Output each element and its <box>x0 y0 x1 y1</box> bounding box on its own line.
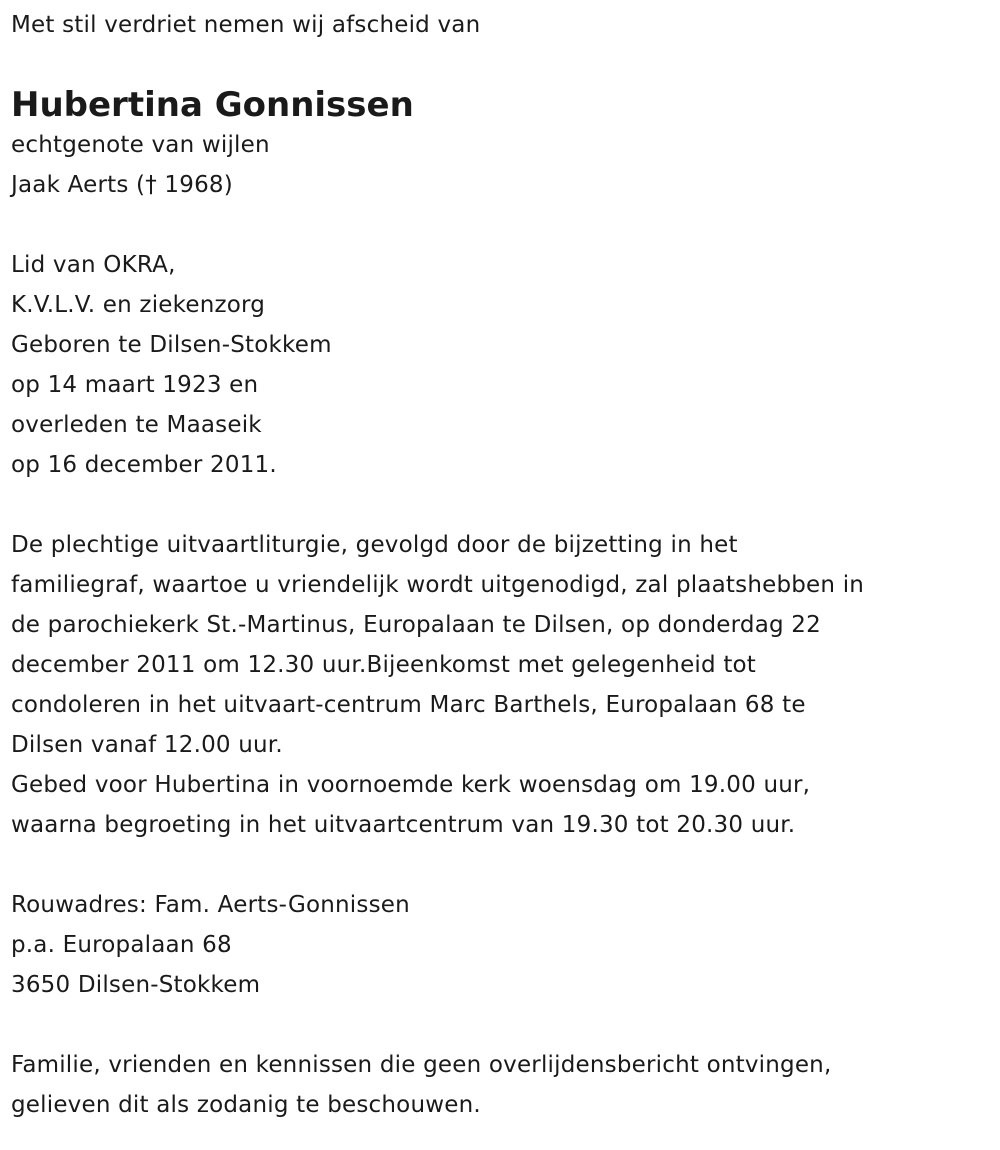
spouse-line: echtgenote van wijlen <box>11 132 270 158</box>
ceremony-line: De plechtige uitvaartliturgie, gevolgd door de bijzetting in het <box>11 532 738 558</box>
spacer <box>11 45 1000 85</box>
closing-line: Familie, vrienden en kennissen die geen overlijdensbericht ontvingen, <box>11 1052 832 1078</box>
spouse-line: Jaak Aerts († 1968) <box>11 172 233 198</box>
bio-line: Geboren te Dilsen-Stokkem <box>11 332 332 358</box>
ceremony-line: december 2011 om 12.30 uur.Bijeenkomst met gelegenheid tot <box>11 652 757 678</box>
address-line: p.a. Europalaan 68 <box>11 932 232 958</box>
ceremony-line: Gebed voor Hubertina in voornoemde kerk woensdag om 19.00 uur, <box>11 772 811 798</box>
closing-line: gelieven dit als zodanig te beschouwen. <box>11 1092 481 1118</box>
ceremony-line: de parochiekerk St.-Martinus, Europalaan te Dilsen, op donderdag 22 <box>11 612 821 638</box>
ceremony-line: familiegraf, waartoe u vriendelijk wordt uitgenodigd, zal plaatshebben in <box>11 572 865 598</box>
spacer <box>11 485 1000 525</box>
intro-text: Met stil verdriet nemen wij afscheid van <box>11 12 481 38</box>
address-line: 3650 Dilsen-Stokkem <box>11 972 261 998</box>
ceremony-line: waarna begroeting in het uitvaartcentrum van 19.30 tot 20.30 uur. <box>11 812 796 838</box>
ceremony-line: Dilsen vanaf 12.00 uur. <box>11 732 283 758</box>
spacer <box>11 205 1000 245</box>
ceremony-line: condoleren in het uitvaart-centrum Marc Barthels, Europalaan 68 te <box>11 692 806 718</box>
bio-line: op 14 maart 1923 en <box>11 372 259 398</box>
address-line: Rouwadres: Fam. Aerts-Gonnissen <box>11 892 410 918</box>
bio-line: overleden te Maaseik <box>11 412 262 438</box>
spacer <box>11 1005 1000 1045</box>
spacer <box>11 845 1000 885</box>
bio-line: K.V.L.V. en ziekenzorg <box>11 292 266 318</box>
deceased-name: Hubertina Gonnissen <box>11 85 414 125</box>
bio-line: Lid van OKRA, <box>11 252 176 278</box>
bio-line: op 16 december 2011. <box>11 452 277 478</box>
